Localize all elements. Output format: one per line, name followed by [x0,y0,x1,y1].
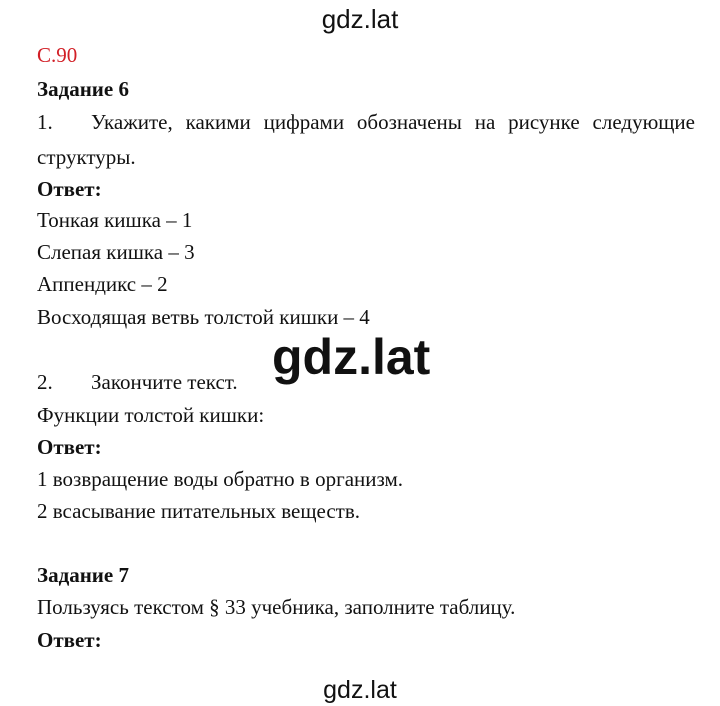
question1-text: Укажите, какими цифрами обозначены на рисунке следующие [91,110,695,134]
question1-number: 1. [37,110,53,134]
answer1-item: Слепая кишка – 3 [37,240,195,264]
task6-question2 [37,369,238,395]
answer2-item: 2 всасывание питательных веществ. [37,499,361,523]
watermark-top: gdz.lat [321,4,399,34]
page-reference: С.90 [37,43,78,67]
question2-text: Закончите текст. [91,370,238,394]
task7-text: Пользуясь текстом § 33 учебника, заполните таблицу. [37,595,516,619]
answer1-item: Аппендикс – 2 [37,272,168,296]
watermark-bottom: gdz.lat [323,676,397,704]
task7-answer-label: Ответ: [37,628,102,652]
watermark-middle: gdz.lat [258,330,444,384]
task6-question1-continued: структуры. [37,145,136,169]
task6-title: Задание 6 [37,77,129,101]
answer1-item: Тонкая кишка – 1 [37,208,193,232]
task7-title: Задание 7 [37,563,129,587]
task6-question2-subtext: Функции толстой кишки: [37,403,265,427]
task6-answer1-label: Ответ: [37,177,102,201]
question2-number: 2. [37,370,53,394]
task6-question1 [37,109,695,135]
answer1-item: Восходящая ветвь толстой кишки – 4 [37,305,370,329]
answer2-item: 1 возвращение воды обратно в организм. [37,467,404,491]
task6-answer2-label: Ответ: [37,435,102,459]
